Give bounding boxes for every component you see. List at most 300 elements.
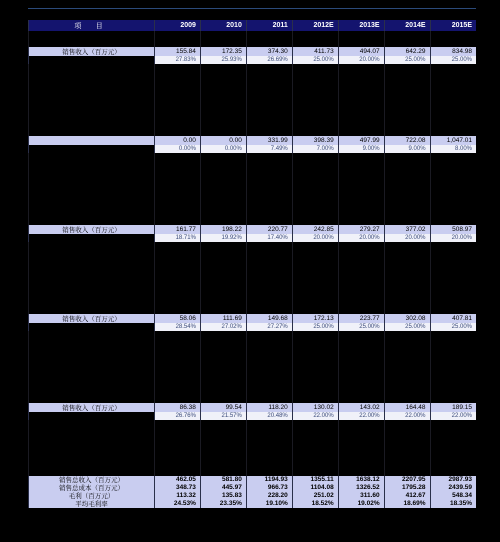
spacer-cell [338, 153, 384, 161]
spacer-cell [29, 266, 155, 274]
spacer-cell [155, 104, 201, 112]
spacer-cell [155, 298, 201, 306]
spacer-cell [292, 444, 338, 452]
spacer-cell [292, 39, 338, 47]
spacer-cell [430, 258, 476, 266]
spacer-cell [338, 193, 384, 201]
spacer-cell [338, 177, 384, 185]
spacer-cell [246, 468, 292, 476]
spacer-cell [430, 468, 476, 476]
spacer-row [29, 201, 477, 209]
spacer-cell [246, 371, 292, 379]
growth-value: 18.71% [155, 234, 201, 242]
spacer-cell [29, 387, 155, 395]
spacer-cell [155, 153, 201, 161]
summary-row [29, 492, 477, 500]
growth-value: 7.00% [292, 145, 338, 153]
spacer-cell [246, 209, 292, 217]
growth-label [29, 145, 155, 153]
spacer-cell [29, 395, 155, 403]
growth-value: 20.00% [430, 234, 476, 242]
spacer-cell [246, 379, 292, 387]
growth-value: 7.49% [246, 145, 292, 153]
spacer-cell [29, 250, 155, 258]
spacer-cell [338, 201, 384, 209]
spacer-cell [292, 120, 338, 128]
spacer-cell [384, 185, 430, 193]
summary-value: 1326.52 [338, 484, 384, 492]
revenue-value: 172.13 [292, 314, 338, 323]
spacer-cell [29, 169, 155, 177]
spacer-cell [246, 128, 292, 136]
spacer-cell [29, 460, 155, 468]
spacer-cell [155, 258, 201, 266]
spacer-cell [200, 209, 246, 217]
spacer-cell [292, 209, 338, 217]
spacer-cell [384, 242, 430, 250]
spacer-cell [430, 379, 476, 387]
spacer-cell [246, 347, 292, 355]
spacer-cell [155, 120, 201, 128]
spacer-cell [384, 420, 430, 428]
spacer-cell [384, 250, 430, 258]
summary-value: 18.69% [384, 500, 430, 508]
spacer-cell [384, 395, 430, 403]
spacer-cell [29, 371, 155, 379]
summary-value: 24.53% [155, 500, 201, 508]
spacer-cell [384, 355, 430, 363]
spacer-cell [292, 436, 338, 444]
growth-row [29, 145, 477, 153]
spacer-cell [246, 306, 292, 314]
spacer-row [29, 88, 477, 96]
spacer-cell [338, 161, 384, 169]
year-header: 2014E [384, 20, 430, 31]
spacer-cell [384, 282, 430, 290]
spacer-row [29, 428, 477, 436]
spacer-cell [338, 258, 384, 266]
spacer-cell [338, 468, 384, 476]
spacer-row [29, 379, 477, 387]
spacer-cell [200, 444, 246, 452]
spacer-cell [29, 201, 155, 209]
spacer-cell [246, 88, 292, 96]
growth-value: 0.00% [200, 145, 246, 153]
spacer-row [29, 282, 477, 290]
spacer-cell [384, 209, 430, 217]
spacer-cell [384, 193, 430, 201]
spacer-cell [246, 31, 292, 39]
spacer-cell [155, 282, 201, 290]
spacer-cell [384, 274, 430, 282]
year-header: 2010 [200, 20, 246, 31]
spacer-cell [200, 185, 246, 193]
spacer-row [29, 153, 477, 161]
growth-value: 0.00% [155, 145, 201, 153]
spacer-cell [200, 420, 246, 428]
year-header: 2009 [155, 20, 201, 31]
spacer-cell [200, 468, 246, 476]
spacer-cell [338, 104, 384, 112]
year-header: 2015E [430, 20, 476, 31]
spacer-cell [155, 177, 201, 185]
spacer-cell [29, 209, 155, 217]
spacer-cell [338, 298, 384, 306]
revenue-value: 377.02 [384, 225, 430, 234]
spacer-cell [430, 387, 476, 395]
spacer-cell [292, 80, 338, 88]
spacer-cell [200, 266, 246, 274]
summary-value: 19.10% [246, 500, 292, 508]
revenue-value: 508.97 [430, 225, 476, 234]
summary-value: 1194.93 [246, 476, 292, 484]
spacer-cell [384, 177, 430, 185]
spacer-cell [200, 339, 246, 347]
spacer-cell [338, 266, 384, 274]
spacer-cell [29, 436, 155, 444]
summary-label: 毛利（百万元） [29, 492, 155, 500]
item-header: 项 目 [29, 20, 155, 31]
spacer-cell [155, 331, 201, 339]
spacer-row [29, 104, 477, 112]
spacer-cell [338, 452, 384, 460]
spacer-cell [29, 306, 155, 314]
spacer-cell [384, 460, 430, 468]
spacer-cell [246, 250, 292, 258]
spacer-cell [29, 64, 155, 72]
spacer-cell [29, 193, 155, 201]
spacer-cell [430, 250, 476, 258]
spacer-cell [430, 120, 476, 128]
revenue-value: 161.77 [155, 225, 201, 234]
spacer-cell [246, 266, 292, 274]
revenue-row [29, 403, 477, 412]
spacer-cell [430, 306, 476, 314]
spacer-cell [384, 347, 430, 355]
summary-value: 2439.59 [430, 484, 476, 492]
spacer-cell [292, 347, 338, 355]
spacer-cell [292, 193, 338, 201]
spacer-cell [338, 250, 384, 258]
spacer-cell [200, 428, 246, 436]
revenue-value: 411.73 [292, 47, 338, 56]
spacer-cell [155, 217, 201, 225]
revenue-value: 398.39 [292, 136, 338, 145]
spacer-cell [338, 169, 384, 177]
spacer-cell [29, 39, 155, 47]
summary-value: 1355.11 [292, 476, 338, 484]
spacer-cell [292, 177, 338, 185]
spacer-cell [155, 444, 201, 452]
spacer-cell [430, 217, 476, 225]
spacer-cell [384, 258, 430, 266]
spacer-cell [246, 444, 292, 452]
spacer-cell [338, 460, 384, 468]
spacer-cell [29, 128, 155, 136]
spacer-cell [384, 217, 430, 225]
spacer-row [29, 298, 477, 306]
spacer-cell [384, 31, 430, 39]
spacer-cell [200, 290, 246, 298]
spacer-cell [338, 274, 384, 282]
spacer-cell [246, 363, 292, 371]
spacer-cell [430, 298, 476, 306]
spacer-cell [246, 169, 292, 177]
spacer-cell [155, 428, 201, 436]
growth-value: 17.40% [246, 234, 292, 242]
growth-value: 20.48% [246, 412, 292, 420]
spacer-cell [155, 274, 201, 282]
spacer-cell [200, 387, 246, 395]
spacer-cell [430, 209, 476, 217]
spacer-row [29, 331, 477, 339]
spacer-cell [200, 282, 246, 290]
spacer-row [29, 112, 477, 120]
spacer-cell [200, 72, 246, 80]
spacer-row [29, 120, 477, 128]
spacer-cell [155, 72, 201, 80]
spacer-row [29, 209, 477, 217]
spacer-cell [155, 88, 201, 96]
summary-value: 18.35% [430, 500, 476, 508]
revenue-value: 407.81 [430, 314, 476, 323]
spacer-cell [384, 290, 430, 298]
growth-value: 25.00% [384, 56, 430, 64]
spacer-row [29, 80, 477, 88]
summary-row [29, 476, 477, 484]
spacer-cell [384, 161, 430, 169]
spacer-cell [292, 371, 338, 379]
spacer-cell [430, 161, 476, 169]
spacer-row [29, 193, 477, 201]
spacer-cell [155, 420, 201, 428]
growth-value: 20.00% [384, 234, 430, 242]
summary-value: 18.52% [292, 500, 338, 508]
spacer-cell [430, 339, 476, 347]
spacer-cell [200, 201, 246, 209]
spacer-cell [155, 96, 201, 104]
spacer-row [29, 250, 477, 258]
spacer-cell [292, 460, 338, 468]
spacer-cell [155, 193, 201, 201]
spacer-cell [430, 169, 476, 177]
revenue-value: 118.20 [246, 403, 292, 412]
spacer-cell [430, 331, 476, 339]
spacer-cell [29, 363, 155, 371]
spacer-row [29, 371, 477, 379]
spacer-cell [384, 153, 430, 161]
spacer-cell [430, 347, 476, 355]
spacer-cell [338, 242, 384, 250]
spacer-cell [384, 371, 430, 379]
revenue-value: 497.99 [338, 136, 384, 145]
spacer-cell [292, 112, 338, 120]
growth-value: 26.69% [246, 56, 292, 64]
spacer-cell [338, 72, 384, 80]
spacer-cell [338, 444, 384, 452]
spacer-cell [29, 153, 155, 161]
spacer-cell [29, 420, 155, 428]
spacer-cell [338, 436, 384, 444]
spacer-cell [200, 64, 246, 72]
spacer-cell [338, 282, 384, 290]
summary-value: 462.05 [155, 476, 201, 484]
spacer-cell [200, 460, 246, 468]
spacer-cell [338, 64, 384, 72]
growth-value: 25.00% [430, 56, 476, 64]
revenue-value: 143.02 [338, 403, 384, 412]
spacer-cell [155, 363, 201, 371]
spacer-cell [338, 80, 384, 88]
spacer-cell [246, 460, 292, 468]
spacer-cell [292, 395, 338, 403]
spacer-cell [292, 420, 338, 428]
spacer-cell [246, 452, 292, 460]
spacer-cell [200, 347, 246, 355]
spacer-cell [29, 217, 155, 225]
spacer-cell [155, 112, 201, 120]
spacer-cell [430, 371, 476, 379]
spacer-row [29, 258, 477, 266]
growth-value: 22.00% [430, 412, 476, 420]
spacer-cell [292, 274, 338, 282]
spacer-cell [292, 217, 338, 225]
growth-value: 26.76% [155, 412, 201, 420]
spacer-cell [430, 452, 476, 460]
spacer-row [29, 177, 477, 185]
spacer-cell [200, 436, 246, 444]
revenue-value: 58.06 [155, 314, 201, 323]
spacer-cell [29, 290, 155, 298]
spacer-row [29, 31, 477, 39]
spacer-cell [246, 120, 292, 128]
spacer-cell [155, 387, 201, 395]
spacer-cell [292, 153, 338, 161]
revenue-value: 834.98 [430, 47, 476, 56]
year-header: 2012E [292, 20, 338, 31]
summary-value: 228.20 [246, 492, 292, 500]
summary-value: 311.60 [338, 492, 384, 500]
revenue-value: 220.77 [246, 225, 292, 234]
spacer-cell [200, 371, 246, 379]
spacer-cell [200, 161, 246, 169]
summary-value: 966.73 [246, 484, 292, 492]
spacer-cell [246, 420, 292, 428]
spacer-cell [155, 468, 201, 476]
spacer-cell [338, 363, 384, 371]
summary-value: 135.83 [200, 492, 246, 500]
spacer-row [29, 460, 477, 468]
spacer-cell [29, 258, 155, 266]
spacer-cell [155, 355, 201, 363]
spacer-cell [29, 177, 155, 185]
spacer-cell [155, 460, 201, 468]
spacer-cell [292, 201, 338, 209]
summary-value: 19.02% [338, 500, 384, 508]
spacer-cell [430, 88, 476, 96]
spacer-cell [29, 452, 155, 460]
spacer-cell [384, 104, 430, 112]
revenue-label: 销售收入（百万元） [29, 314, 155, 323]
spacer-cell [384, 39, 430, 47]
spacer-cell [384, 112, 430, 120]
spacer-cell [430, 72, 476, 80]
spacer-cell [246, 387, 292, 395]
spacer-cell [29, 468, 155, 476]
spacer-cell [292, 250, 338, 258]
revenue-value: 722.08 [384, 136, 430, 145]
spacer-cell [292, 169, 338, 177]
revenue-value: 164.48 [384, 403, 430, 412]
spacer-cell [292, 266, 338, 274]
spacer-cell [246, 395, 292, 403]
growth-value: 20.00% [338, 56, 384, 64]
growth-value: 27.27% [246, 323, 292, 331]
summary-label: 平均毛利率 [29, 500, 155, 508]
spacer-cell [29, 112, 155, 120]
spacer-cell [200, 217, 246, 225]
spacer-cell [155, 185, 201, 193]
spacer-cell [29, 104, 155, 112]
growth-value: 25.00% [384, 323, 430, 331]
spacer-cell [246, 80, 292, 88]
spacer-cell [384, 64, 430, 72]
growth-value: 27.83% [155, 56, 201, 64]
spacer-cell [338, 39, 384, 47]
spacer-cell [29, 274, 155, 282]
spacer-cell [29, 161, 155, 169]
spacer-cell [338, 217, 384, 225]
spacer-cell [292, 72, 338, 80]
summary-value: 23.35% [200, 500, 246, 508]
spacer-cell [292, 331, 338, 339]
spacer-row [29, 436, 477, 444]
spacer-cell [155, 250, 201, 258]
spacer-cell [155, 306, 201, 314]
spacer-cell [430, 436, 476, 444]
summary-value: 113.32 [155, 492, 201, 500]
spacer-cell [246, 217, 292, 225]
spacer-cell [246, 104, 292, 112]
spacer-cell [338, 331, 384, 339]
spacer-row [29, 72, 477, 80]
year-header: 2011 [246, 20, 292, 31]
spacer-cell [246, 274, 292, 282]
summary-value: 412.67 [384, 492, 430, 500]
revenue-label: 销售收入（百万元） [29, 47, 155, 56]
revenue-value: 494.07 [338, 47, 384, 56]
spacer-cell [384, 306, 430, 314]
header-row [29, 20, 477, 31]
spacer-cell [430, 64, 476, 72]
summary-value: 348.73 [155, 484, 201, 492]
spacer-cell [200, 169, 246, 177]
spacer-cell [338, 306, 384, 314]
revenue-row [29, 136, 477, 145]
revenue-value: 155.84 [155, 47, 201, 56]
spacer-cell [200, 379, 246, 387]
spacer-row [29, 290, 477, 298]
revenue-row [29, 225, 477, 234]
spacer-cell [292, 161, 338, 169]
spacer-row [29, 217, 477, 225]
growth-row [29, 412, 477, 420]
spacer-cell [292, 128, 338, 136]
spacer-cell [292, 282, 338, 290]
spacer-cell [338, 379, 384, 387]
growth-row [29, 234, 477, 242]
revenue-value: 198.22 [200, 225, 246, 234]
